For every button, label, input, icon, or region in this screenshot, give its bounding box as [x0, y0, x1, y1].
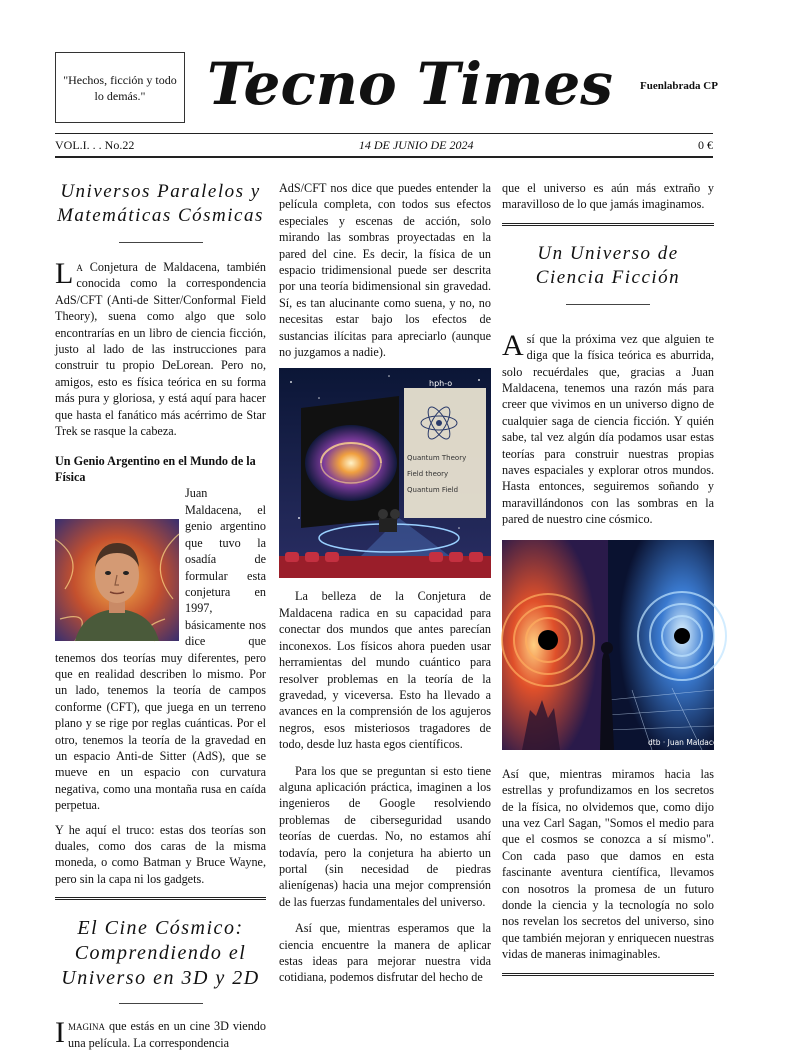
article1-dropcap: L [55, 257, 74, 290]
column-2 [279, 180, 491, 986]
article2-paragraph-1-continued: AdS/CFT nos dice que puedes entender la película completa, con todos sus efectos especiales y escenas de acción, solo mirando las sombras proyectadas en la pared del cine. Es decir, la física de un espacio tridimensional puede ser descrita por una teoría bidimensional sin gravedad. Sí, es tan alucinante como suena, y no, no necesitas estar bajo los efectos de sustancias ilícitas para apreciarlo (aunque no juzgamos a nadie). [279, 181, 491, 360]
article3-dropcap: A [502, 328, 524, 362]
article2-headline: El Cine Cósmico: Comprendiendo el Universo en 3D y 2D [61, 917, 260, 990]
column-3 [502, 180, 723, 976]
issue-bar [55, 137, 713, 153]
article2-dropcap: I [55, 1016, 65, 1050]
article2-paragraph-2: La belleza de la Conjetura de Maldacena radica en su capacidad para conectar dos mundos que antes parecían inconexos. Los físicos ahora pueden usar herramientas del mundo cuántico para resolver problemas en la teoría de la gravedad, y viceversa. Esto ha llevado a avances en la comprensión de los agujeros negros, esos misteriosos tragadores de todo, desde luz hasta egos científicos. [279, 589, 491, 752]
masthead-rule-bottom [55, 156, 713, 158]
article3-divider [566, 304, 650, 305]
article3-paragraph-2: Así que, mientras miramos hacia las estrellas y profundizamos en los secretos de la física, no olvidemos que, como dijo una vez Carl Sagan, "Somos el medio para que el cosmos se conozca a sí mismo". Con cada paso que damos en esta fascinante aventura científica, llevamos con nosotros la promesa de un futuro donde la ciencia y la tecnología no solo nos revelan los secretos del universo, sino que también mejoran y enriquecen nuestras vidas de maneras inimaginables. [502, 766, 714, 962]
article1-subhead: Un Genio Argentino en el Mundo de la Física [55, 454, 256, 485]
location-label: Fuenlabrada CP [640, 80, 718, 92]
science-fiction-universe-image [502, 540, 723, 750]
article2-paragraph-3: Para los que se preguntan si esto tiene alguna aplicación práctica, imaginen a los ingenieros de Google resolviendo problemas de ciberseguridad usando teorías de cuerdas. No, no estamos ahí todavía, pero la conjetura ha abierto un portal (sin necesidad de piedras alienígenas) hacia una mejor comprensión de las fuerzas fundamentales del universo. [279, 763, 491, 909]
volume-number: VOL.I. . . No.22 [55, 137, 135, 152]
article2-paragraph-4-continued: que el universo es aún más extraño y maravilloso de lo que jamás imaginamos. [502, 181, 714, 212]
image-label-1: hph-o [429, 379, 453, 389]
article1-paragraph-2: Juan Maldacena, el genio argentino que tuvo la osadía de formular esta conjetura en 1997, básicamente nos dice que tenemos dos teorías muy diferentes, pero que en realidad describen lo mismo. Por un lado, tenemos la teoría de campos conforme (CFT), que juega en un terreno plano y se rige por reglas cuánticas. Por el otro, tenemos la teoría de la gravedad en un espacio Anti-de Sitter (AdS), que se mueve en un espacio con curvatura negativa, como una montaña rusa en caída perpetua. [55, 486, 266, 813]
masthead [200, 44, 620, 124]
motto-box [55, 52, 185, 123]
image-label-2: Quantum Theory [407, 454, 467, 463]
issue-price: 0 € [697, 137, 713, 152]
maldacena-portrait-image [55, 519, 179, 641]
issue-date: 14 DE JUNIO DE 2024 [358, 137, 474, 152]
image-label-3: Field theory [407, 470, 449, 479]
article2-paragraph-4: Así que, mientras esperamos que la ciencia encuentre la manera de aplicar estas ideas para mejorar nuestra vida cotidiana, podemos disfrutar del hecho de [279, 921, 491, 985]
article1-end-rule [55, 897, 266, 900]
motto-text: "Hechos, ficción y todo lo demás." [63, 72, 177, 103]
image-label-4: Quantum Field [407, 486, 459, 495]
masthead-rule-top [55, 133, 713, 134]
article1-divider [119, 242, 203, 243]
masthead-title: Tecno Times [207, 50, 613, 118]
image-caption: dtb · Juan Maldacen [648, 737, 723, 747]
column-1 [55, 172, 266, 1051]
article3-headline: Un Universo de Ciencia Ficción [535, 242, 681, 288]
masthead-logo [200, 44, 620, 124]
article3-end-rule [502, 973, 714, 976]
article2-lead: magina [68, 1019, 105, 1034]
cosmic-cinema-image [279, 368, 491, 578]
article2-end-rule [502, 223, 714, 226]
article1-paragraph-3: Y he aquí el truco: estas dos teorías son duales, como dos caras de la misma moneda, o como Batman y Bruce Wayne, pero sin la capa ni los gadgets. [55, 822, 266, 886]
article3-paragraph-1: Así que la próxima vez que alguien te diga que la física teórica es aburrida, solo recuérdales que, gracias a Juan Maldacena, tenemos una razón más para creer que vivimos en un universo digno de cualquier saga de ciencia ficción. Y quién sabe, tal vez algún día podamos usar estas teorías para construir nuestras propias naves espaciales y explorar otros mundos. Hasta entonces, seguiremos soñando y maravillándonos con las sombras en la pared de nuestro cine cósmico. [502, 328, 714, 527]
article1-headline: Universos Paralelos y Matemáticas Cósmicas [57, 181, 264, 226]
article2-divider [119, 1003, 203, 1004]
article2-paragraph-1: Imagina que estás en un cine 3D viendo una película. La correspondencia [55, 1016, 266, 1050]
article1-lead: a [76, 260, 83, 274]
article1-paragraph-1: La Conjetura de Maldacena, también conocida como la correspondencia AdS/CFT (Anti-de Sitter/Conformal Field Theory), suena como algo que solo encontrarías en un libro de ciencia ficción, justo al lado de las instrucciones para construir tu propio DeLorean. Pero no, amigos, esto es física teórica en su forma más pura y gloriosa, y está aquí para hacer que hasta el fanático más acérrimo de Star Trek se rasque la cabeza. [55, 257, 266, 439]
